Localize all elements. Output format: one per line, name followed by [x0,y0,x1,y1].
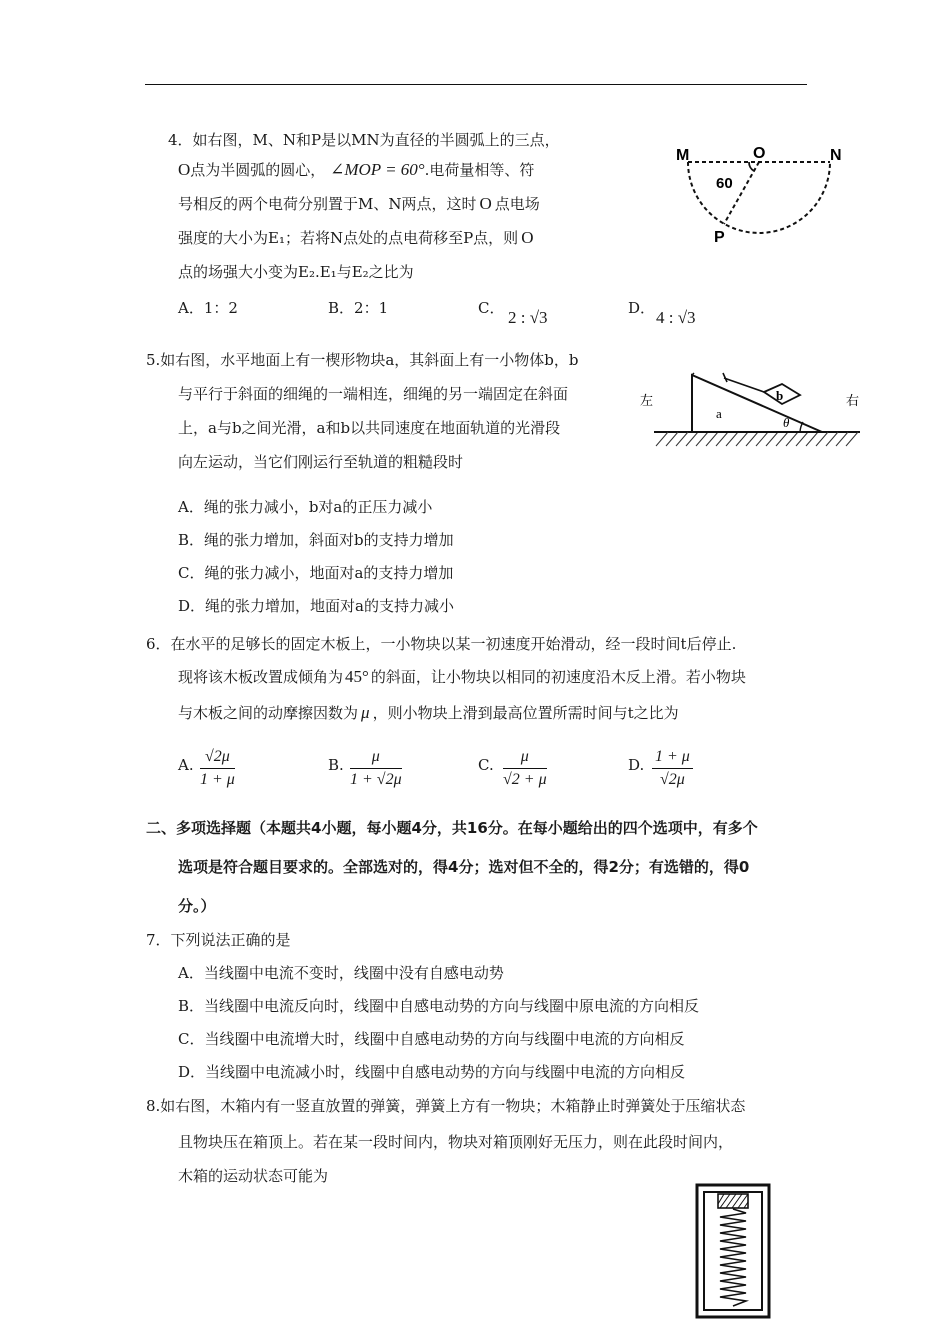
section-2-line-1: 二、多项选择题（本题共4小题，每小题4分，共16分。在每小题给出的四个选项中，有多个 [146,819,758,837]
q6-option-c-fraction: $\frac{\mu}{√2 + \mu}$ [503,748,547,788]
fig-label-theta: θ [783,415,790,430]
q7-option-c: C．当线圈中电流增大时，线圈中自感电动势的方向与线圈中电流的方向相反 [178,1030,685,1048]
q4-line-5: 点的场强大小变为E₂.E₁与E₂之比为 [178,263,414,281]
section-2-line-2: 选项是符合题目要求的。全部选对的，得4分；选对但不全的，得2分；有选错的，得0 [178,858,750,876]
q4-line-2: O点为半圆弧的圆心， ∠MOP = 60°.电荷量相等、符 [178,160,535,179]
q5-option-c: C．绳的张力减小，地面对a的支持力增加 [178,564,454,582]
q5-option-d: D．绳的张力增加，地面对a的支持力减小 [178,597,454,615]
fig-label-o: O [753,145,766,162]
q6-option-d-fraction: $\frac{1 + \mu}{√2\mu}$ [652,748,693,789]
q5-line-3: 上，a与b之间光滑，a和b以共同速度在地面轨道的光滑段 [178,419,561,437]
q4-line-1: 4．如右图，M、N和P是以MN为直径的半圆弧上的三点， [168,131,560,149]
q5-line-4: 向左运动，当它们刚运行至轨道的粗糙段时 [178,453,464,471]
q6-line-3: 与木板之间的动摩擦因数为 μ ，则小物块上滑到最高位置所需时间与t之比为 [178,703,679,722]
q5-option-a: A．绳的张力减小，b对a的正压力减小 [178,498,433,516]
q5-line-1: 5.如右图，水平地面上有一楔形物块a，其斜面上有一小物体b，b [146,351,579,369]
q6-option-b-fraction: $\frac{\mu}{1 + √2\mu}$ [350,748,402,788]
q7-option-a: A．当线圈中电流不变时，线圈中没有自感电动势 [178,964,504,982]
q6-option-b-label: B. [328,756,344,774]
q6-line-1: 6．在水平的足够长的固定木板上，一小物块以某一初速度开始滑动，经一段时间t后停止. [146,635,737,653]
q6-angle: 45° [345,667,369,686]
q5-wedge-figure [632,360,867,450]
q8-line-3: 木箱的运动状态可能为 [178,1167,329,1185]
q7-stem: 7．下列说法正确的是 [146,931,291,949]
q6-line-2: 现将该木板改置成倾角为 45° 的斜面，让小物块以相同的初速度沿木反上滑。若小物块 [178,667,746,686]
fig-label-n: N [830,147,842,164]
header-rule [145,84,807,85]
q4-line-4: 强度的大小为E₁；若将N点处的点电荷移至P点，则 O [178,228,534,247]
q5-line-2: 与平行于斜面的细绳的一端相连，细绳的另一端固定在斜面 [178,385,569,403]
q4-semicircle-figure [670,142,850,257]
q8-line-2: 且物块压在箱顶上。若在某一段时间内，物块对箱顶刚好无压力，则在此段时间内， [178,1133,734,1151]
q4-option-b: B．2：1 [328,299,389,317]
fig-label-left: 左 [640,394,654,409]
q4-angle-expr: ∠MOP = 60° [330,160,425,179]
fig-label-m: M [676,147,690,164]
q8-line-1: 8.如右图，木箱内有一竖直放置的弹簧，弹簧上方有一物块；木箱静止时弹簧处于压缩状态 [146,1097,746,1115]
q7-option-b: B．当线圈中电流反向时，线圈中自感电动势的方向与线圈中原电流的方向相反 [178,997,700,1015]
q6-option-c-label: C. [478,756,494,774]
q6-option-d-label: D. [628,756,645,774]
fig-label-angle: 60 [716,175,733,192]
q4-option-c-label: C． [478,299,505,317]
q5-option-b: B．绳的张力增加，斜面对b的支持力增加 [178,531,454,549]
q4-option-c-value: 2 : √3 [508,308,548,327]
fig-label-b: b [776,388,784,403]
q6-mu: μ [361,703,370,722]
fig-label-right: 右 [846,394,860,409]
q4-option-d-label: D． [628,299,656,317]
section-2-line-3: 分。） [178,897,216,915]
q4-line-3: 号相反的两个电荷分别置于M、N两点，这时 O 点电场 [178,194,540,213]
q4-o-symbol: O [178,160,191,179]
q6-option-a-fraction: $\frac{√2\mu}{1 + \mu}$ [200,748,235,788]
q4-option-d-value: 4 : √3 [656,308,696,327]
q6-option-a-label: A. [178,756,194,774]
fig-label-a: a [716,406,722,421]
q8-box-spring-figure [694,1182,774,1322]
q4-option-a: A．1：2 [178,299,238,317]
fig-label-p: P [714,229,725,246]
q7-option-d: D．当线圈中电流减小时，线圈中自感电动势的方向与线圈中电流的方向相反 [178,1063,686,1081]
